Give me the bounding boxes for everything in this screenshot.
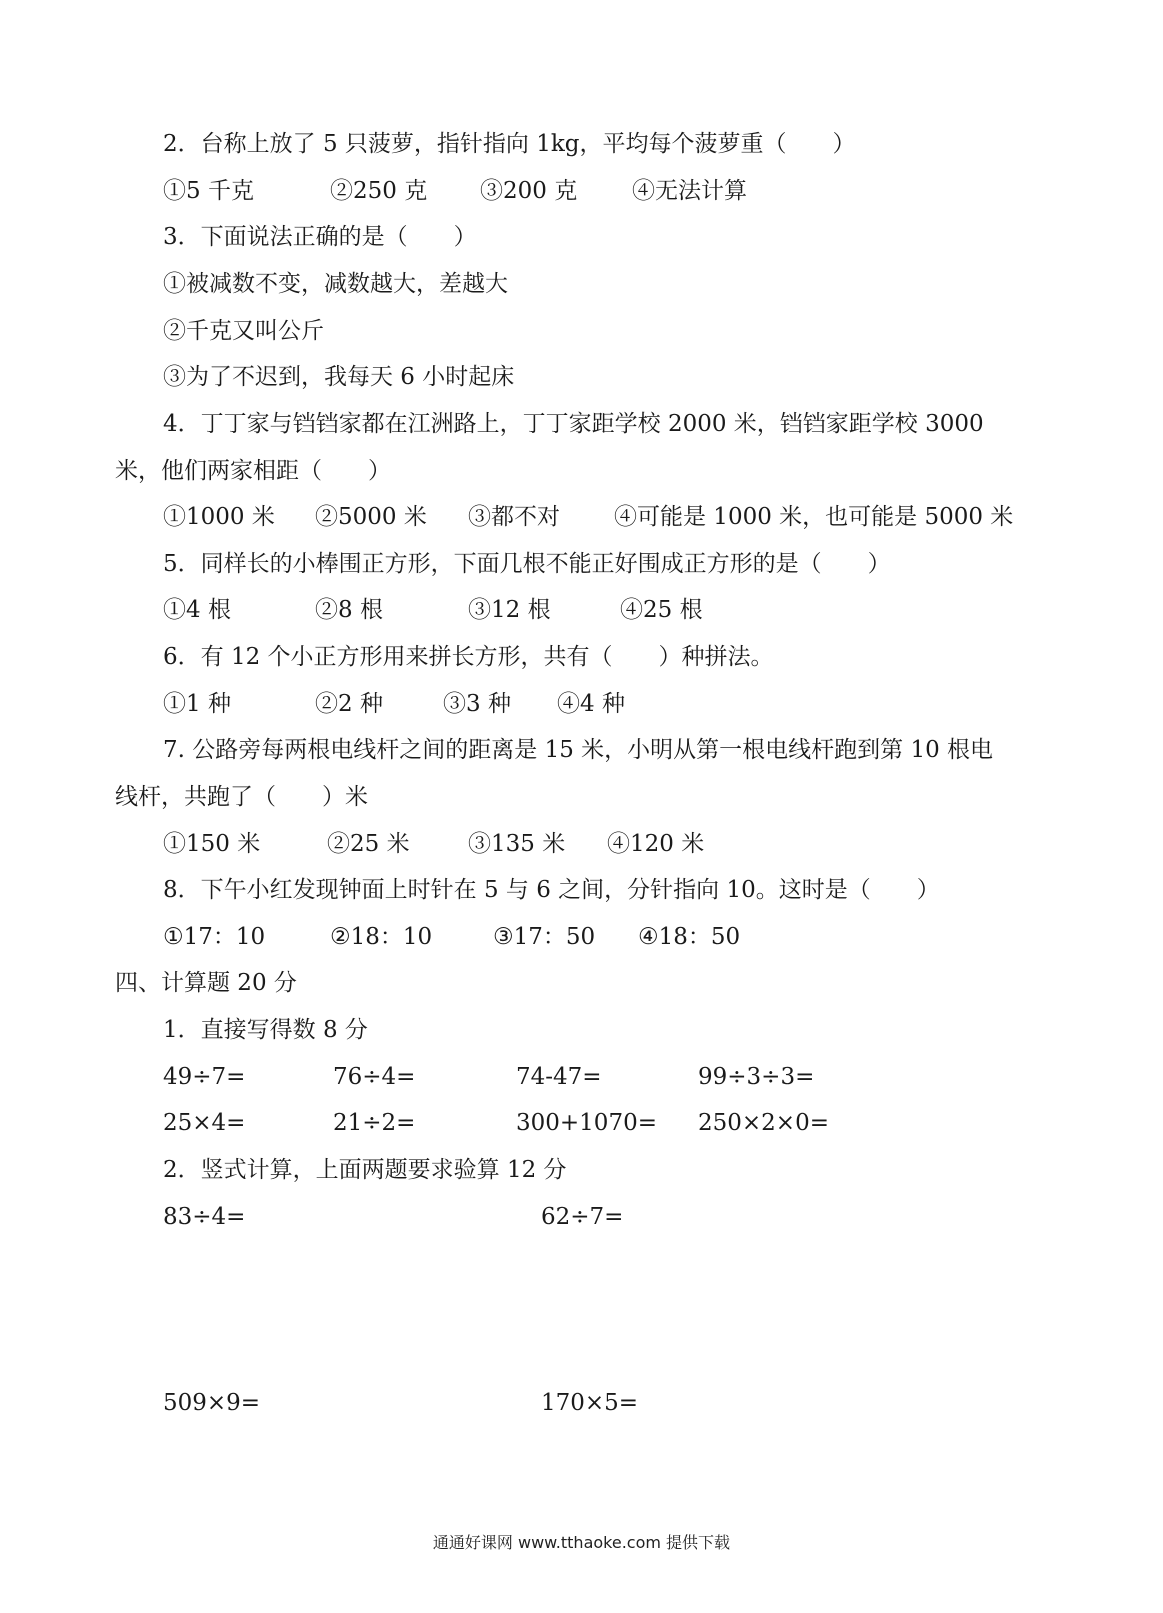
q5-option-2: ②8 根 <box>315 597 383 623</box>
calc-item: 21÷2= <box>333 1110 416 1136</box>
vertical-calc-item: 62÷7= <box>541 1204 624 1230</box>
q2-option-2: ②250 克 <box>330 178 428 204</box>
q8-option-2: ②18：10 <box>330 924 433 950</box>
q5-question: 5．同样长的小棒围正方形，下面几根不能正好围成正方形的是（ ） <box>163 551 891 577</box>
q4-question-line1: 4．丁丁家与铛铛家都在江洲路上，丁丁家距学校 2000 米，铛铛家距学校 3000 <box>163 411 984 437</box>
q3-question: 3．下面说法正确的是（ ） <box>163 224 477 250</box>
q2-option-3: ③200 克 <box>480 178 578 204</box>
q7-option-2: ②25 米 <box>327 831 410 857</box>
part2-row2 <box>0 1388 1163 1418</box>
q5-option-3: ③12 根 <box>468 597 551 623</box>
calc-item: 49÷7= <box>163 1064 246 1090</box>
q8-option-3: ③17：50 <box>493 924 596 950</box>
calc-item: 99÷3÷3= <box>698 1064 815 1090</box>
q7-option-1: ①150 米 <box>163 831 261 857</box>
q4-option-1: ①1000 米 <box>163 504 275 530</box>
q7-options <box>0 829 1163 859</box>
q4-option-2: ②5000 米 <box>315 504 427 530</box>
q7-option-3: ③135 米 <box>468 831 566 857</box>
q2-question: 2．台称上放了 5 只菠萝，指针指向 1kg，平均每个菠萝重（ ） <box>163 131 856 157</box>
calc-item: 74-47= <box>516 1064 602 1090</box>
vertical-calc-item: 509×9= <box>163 1390 261 1416</box>
q6-option-2: ②2 种 <box>315 691 383 717</box>
q7-question-line1: 7. 公路旁每两根电线杆之间的距离是 15 米，小明从第一根电线杆跑到第 10 根电 <box>163 737 994 763</box>
q7-option-4: ④120 米 <box>607 831 705 857</box>
q8-question: 8．下午小红发现钟面上时针在 5 与 6 之间，分针指向 10。这时是（ ） <box>163 877 940 903</box>
page-footer: 通通好课网 www.tthaoke.com 提供下载 <box>432 1533 731 1552</box>
part2-row1 <box>0 1202 1163 1232</box>
part1-row1 <box>0 1062 1163 1092</box>
q4-option-4: ④可能是 1000 米，也可能是 5000 米 <box>614 504 1014 530</box>
q2-option-1: ①5 千克 <box>163 178 254 204</box>
calc-item: 250×2×0= <box>698 1110 829 1136</box>
q7-question-line2: 线杆，共跑了（ ）米 <box>115 784 368 810</box>
calc-item: 76÷4= <box>333 1064 416 1090</box>
q2-option-4: ④无法计算 <box>632 178 747 204</box>
q6-question: 6．有 12 个小正方形用来拼长方形，共有（ ）种拼法。 <box>163 644 774 670</box>
part2-title: 2．竖式计算，上面两题要求验算 12 分 <box>163 1157 567 1183</box>
q2-options <box>0 176 1163 206</box>
q6-option-3: ③3 种 <box>443 691 511 717</box>
q5-options <box>0 595 1163 625</box>
q6-options <box>0 689 1163 719</box>
vertical-calc-item: 83÷4= <box>163 1204 246 1230</box>
q4-question-line2: 米，他们两家相距（ ） <box>115 458 391 484</box>
q5-option-4: ④25 根 <box>620 597 703 623</box>
q5-option-1: ①4 根 <box>163 597 231 623</box>
q8-option-1: ①17：10 <box>163 924 266 950</box>
calc-item: 25×4= <box>163 1110 246 1136</box>
q4-options <box>0 502 1163 532</box>
part1-row2 <box>0 1108 1163 1138</box>
q6-option-1: ①1 种 <box>163 691 231 717</box>
q3-option-3: ③为了不迟到，我每天 6 小时起床 <box>163 364 515 390</box>
q4-option-3: ③都不对 <box>468 504 560 530</box>
q3-option-1: ①被减数不变，减数越大，差越大 <box>163 271 508 297</box>
vertical-calc-item: 170×5= <box>541 1390 639 1416</box>
q3-option-2: ②千克又叫公斤 <box>163 318 324 344</box>
q8-option-4: ④18：50 <box>638 924 741 950</box>
calc-item: 300+1070= <box>516 1110 657 1136</box>
q6-option-4: ④4 种 <box>557 691 625 717</box>
q8-options <box>0 922 1163 952</box>
part1-title: 1．直接写得数 8 分 <box>163 1017 368 1043</box>
section-4-title: 四、计算题 20 分 <box>115 970 297 996</box>
